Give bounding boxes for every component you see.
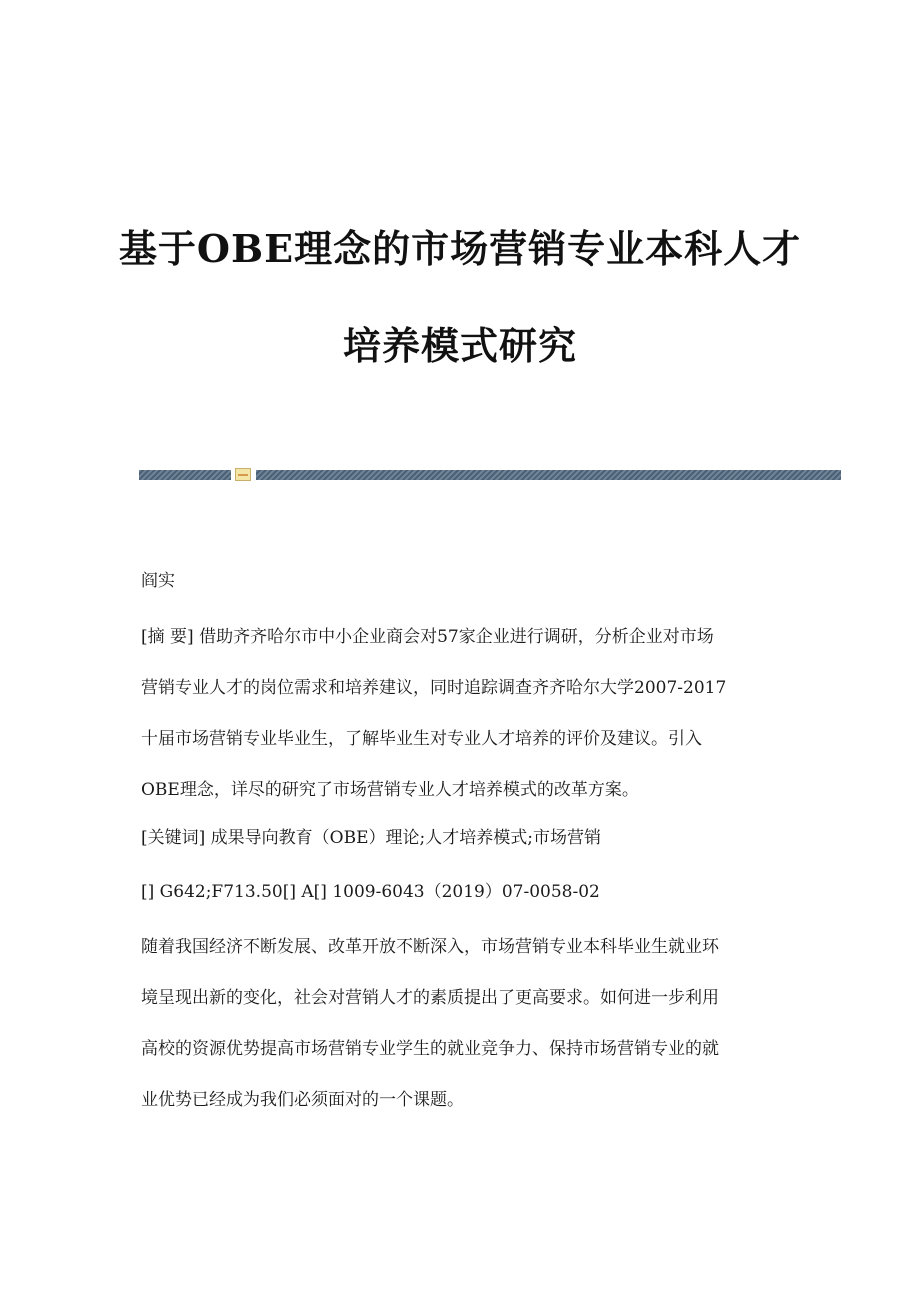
document-title-line-2: 培养模式研究 [342,323,577,368]
abstract-line: 十届市场营销专业毕业生，了解毕业生对专业人才培养的评价及建议。引入 [141,729,702,749]
body-paragraph [141,936,801,1140]
classification-paragraph [141,881,801,932]
abstract-line: 营销专业人才的岗位需求和培养建议，同时追踪调查齐齐哈尔大学2007-2017 [141,678,727,698]
body-line: 境呈现出新的变化，社会对营销人才的素质提出了更高要求。如何进一步利用 [141,988,719,1008]
abstract-line: OBE理念，详尽的研究了市场营销专业人才培养模式的改革方案。 [141,780,639,800]
body-line: 业优势已经成为我们必须面对的一个课题。 [141,1090,464,1110]
document-title-line-1: 基于OBE理念的市场营销专业本科人才 [118,226,802,271]
keywords-paragraph [141,827,801,878]
body-line: 随着我国经济不断发展、改革开放不断深入，市场营销专业本科毕业生就业环 [141,937,719,957]
divider-ornament-icon [235,468,251,481]
body-line: 高校的资源优势提高市场营销专业学生的就业竞争力、保持市场营销专业的就 [141,1039,719,1059]
author-line: 阎实 [141,571,175,591]
keywords-line: [关键词] 成果导向教育（OBE）理论;人才培养模式;市场营销 [141,828,601,848]
abstract-line: [摘 要] 借助齐齐哈尔市中小企业商会对57家企业进行调研，分析企业对市场 [141,627,714,647]
title-divider-left [139,470,231,480]
classification-line: [] G642;F713.50[] A[] 1009-6043（2019）07-0058-02 [141,882,600,902]
author-name [141,570,801,621]
title-divider-right [256,470,841,480]
abstract-paragraph [141,626,801,830]
